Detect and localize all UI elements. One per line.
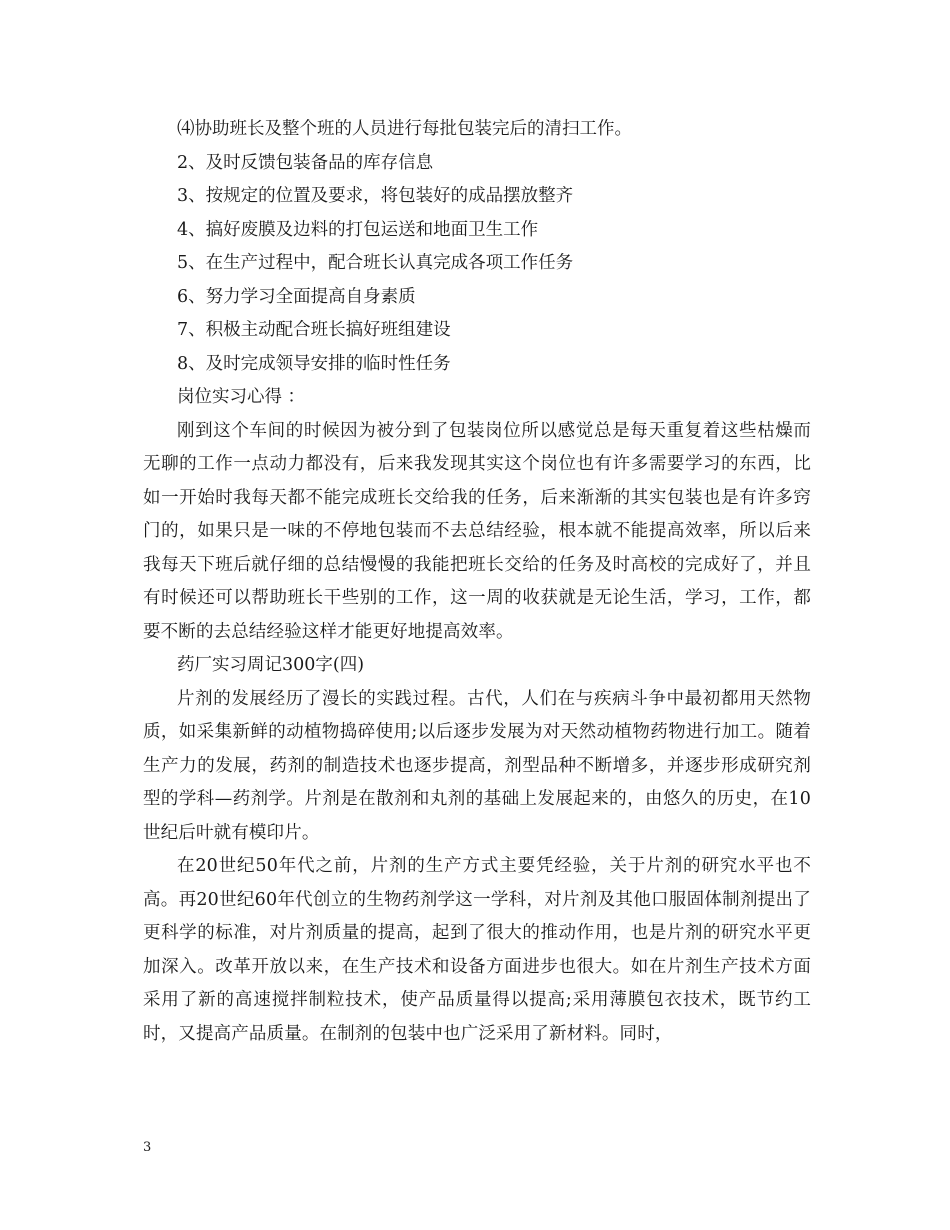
list-item: 8、及时完成领导安排的临时性任务 — [177, 353, 451, 374]
list-item: ⑷协助班长及整个班的人员进行每批包装完后的清扫工作。 — [177, 119, 632, 139]
list-item: 6、努力学习全面提高自身素质 — [177, 286, 416, 307]
section-heading-experience: 岗位实习心得 ： — [177, 387, 306, 407]
list-item: 2、及时反馈包装备品的库存信息 — [177, 152, 434, 173]
list-item: 3、按规定的位置及要求，将包装好的成品摆放整齐 — [177, 186, 574, 206]
page-number: 3 — [143, 1140, 152, 1155]
list-item: 5、在生产过程中，配合班长认真完成各项工作任务 — [177, 253, 574, 273]
paragraph-experience: 刚到这个车间的时候因为被分到了包装岗位所以感觉总是每天重复着这些枯燥而无聊的工作一点动力都没有，后来我发现其实这个岗位也有许多需要学习的东西，比如一开始时我每天都不能完成班长交给我的任务，后来渐渐的其实包装也是有许多窍门的，如果只是一味的不停地包装而不去总结经验，根本就不能提高效率，所以后来我每天下班后就仔细的总结慢慢的我能把班长交给的任务及时高校的完成好了，并且有时候还可以帮助班长干些别的工作，这一周的收获就是无论生活，学习，工作，都要不断的去总结经验这样才能更好地提高效率。 — [143, 420, 811, 642]
paragraph-modern: 在20世纪50年代之前，片剂的生产方式主要凭经验，关于片剂的研究水平也不高。再20世纪60年代创立的生物药剂学这一学科，对片剂及其他口服固体制剂提出了更科学的标准，对片剂质量的提高，起到了很大的推动作用，也是片剂的研究水平更加深入。改革开放以来，在生产技术和设备方面进步也很大。如在片剂生产技术方面采用了新的高速搅拌制粒技术，使产品质量得以提高;采用薄膜包衣技术，既节约工时，又提高产品质量。在制剂的包装中也广泛采用了新材料。同时， — [143, 856, 811, 1044]
list-item: 4、搞好废膜及边料的打包运送和地面卫生工作 — [177, 219, 539, 240]
paragraph-history: 片剂的发展经历了漫长的实践过程。古代，人们在与疾病斗争中最初都用天然物质，如采集新鲜的动植物捣碎使用;以后逐步发展为对天然动植物药物进行加工。随着生产力的发展，药剂的制造技术也逐步提高，剂型品种不断增多，并逐步形成研究剂型的学科—药剂学。片剂是在散剂和丸剂的基础上发展起来的，由悠久的历史，在10世纪后叶就有模印片。 — [143, 688, 811, 843]
list-item: 7、积极主动配合班长搞好班组建设 — [177, 320, 451, 340]
document-body — [143, 113, 811, 1051]
section-heading-weekly: 药厂实习周记300字(四) — [177, 655, 365, 675]
